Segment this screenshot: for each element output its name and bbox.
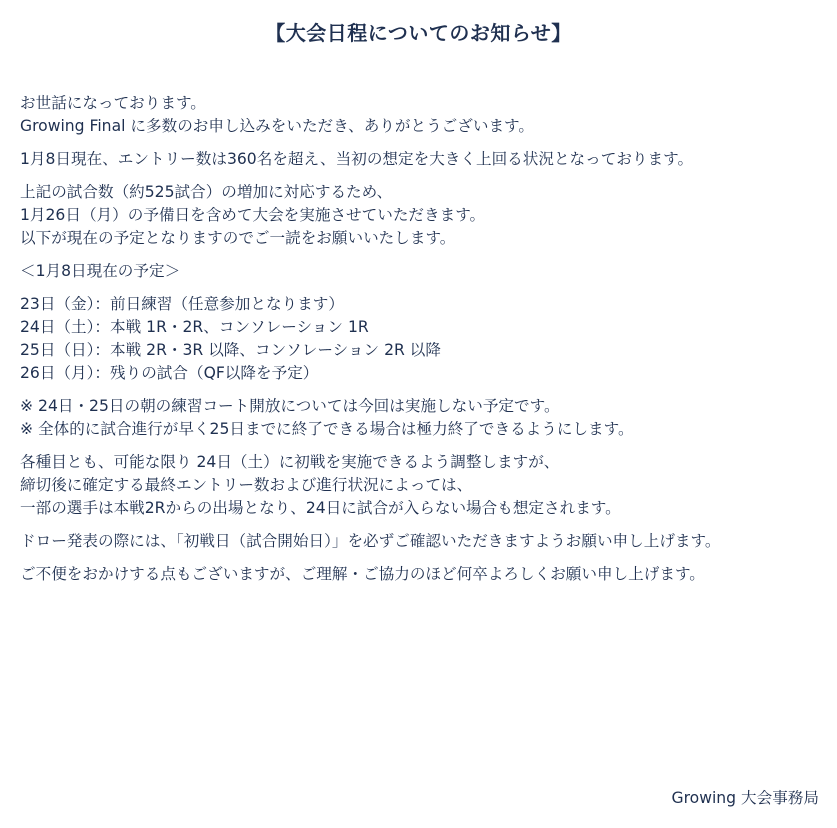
text-line: 各種目とも、可能な限り 24日（土）に初戦を実施できるよう調整しますが、 bbox=[20, 453, 560, 471]
text-line: 一部の選手は本戦2Rからの出場となり、24日に試合が入らない場合も想定されます。 bbox=[20, 499, 621, 517]
note-item: ※ 全体的に試合進行が早く25日までに終了できる場合は極力終了できるようにします。 bbox=[20, 420, 634, 438]
paragraph-gap bbox=[20, 138, 820, 148]
closing-paragraph bbox=[20, 563, 820, 586]
paragraph-gap bbox=[20, 520, 820, 530]
signature: Growing 大会事務局 bbox=[671, 789, 819, 807]
paragraph-gap bbox=[20, 385, 820, 395]
paragraph-gap bbox=[20, 441, 820, 451]
paragraph-gap bbox=[20, 553, 820, 563]
schedule-item: 24日（土）：本戦 1R・2R、コンソレーション 1R bbox=[20, 318, 369, 336]
schedule-intro-paragraph bbox=[20, 181, 820, 250]
notes-paragraph bbox=[20, 395, 820, 441]
section-heading: ＜1月8日現在の予定＞ bbox=[20, 262, 181, 280]
schedule-item: 26日（月）：残りの試合（QF以降を予定） bbox=[20, 364, 319, 382]
text-line: 上記の試合数（約525試合）の増加に対応するため、 bbox=[20, 183, 393, 201]
paragraph-gap bbox=[20, 171, 820, 181]
notice-title: 【大会日程についてのお知らせ】 bbox=[265, 21, 572, 45]
text-line: 1月26日（月）の予備日を含めて大会を実施させていただきます。 bbox=[20, 206, 486, 224]
text-line: Growing Final に多数のお申し込みをいただき、ありがとうございます。 bbox=[20, 117, 534, 135]
text-line: お世話になっております。 bbox=[20, 94, 206, 112]
schedule-item: 23日（金）：前日練習（任意参加となります） bbox=[20, 295, 344, 313]
greeting-paragraph bbox=[20, 92, 820, 138]
text-line: ドロー発表の際には、「初戦日（試合開始日）」を必ずご確認いただきますようお願い申し上げます。 bbox=[20, 532, 721, 550]
entry-status-paragraph bbox=[20, 148, 820, 171]
text-line: ご不便をおかけする点もございますが、ご理解・ご協力のほど何卒よろしくお願い申し上げます。 bbox=[20, 565, 705, 583]
notice-body bbox=[20, 92, 820, 586]
text-line: 1月8日現在、エントリー数は360名を超え、当初の想定を大きく上回る状況となっております。 bbox=[20, 150, 694, 168]
schedule-list bbox=[20, 293, 820, 385]
note-item: ※ 24日・25日の朝の練習コート開放については今回は実施しない予定です。 bbox=[20, 397, 560, 415]
paragraph-gap bbox=[20, 250, 820, 260]
paragraph-gap bbox=[20, 283, 820, 293]
text-line: 締切後に確定する最終エントリー数および進行状況によっては、 bbox=[20, 476, 473, 494]
text-line: 以下が現在の予定となりますのでご一読をお願いいたします。 bbox=[20, 229, 456, 247]
schedule-heading-paragraph bbox=[20, 260, 820, 283]
schedule-item: 25日（日）：本戦 2R・3R 以降、コンソレーション 2R 以降 bbox=[20, 341, 441, 359]
draw-notice-paragraph bbox=[20, 530, 820, 553]
first-match-paragraph bbox=[20, 451, 820, 520]
